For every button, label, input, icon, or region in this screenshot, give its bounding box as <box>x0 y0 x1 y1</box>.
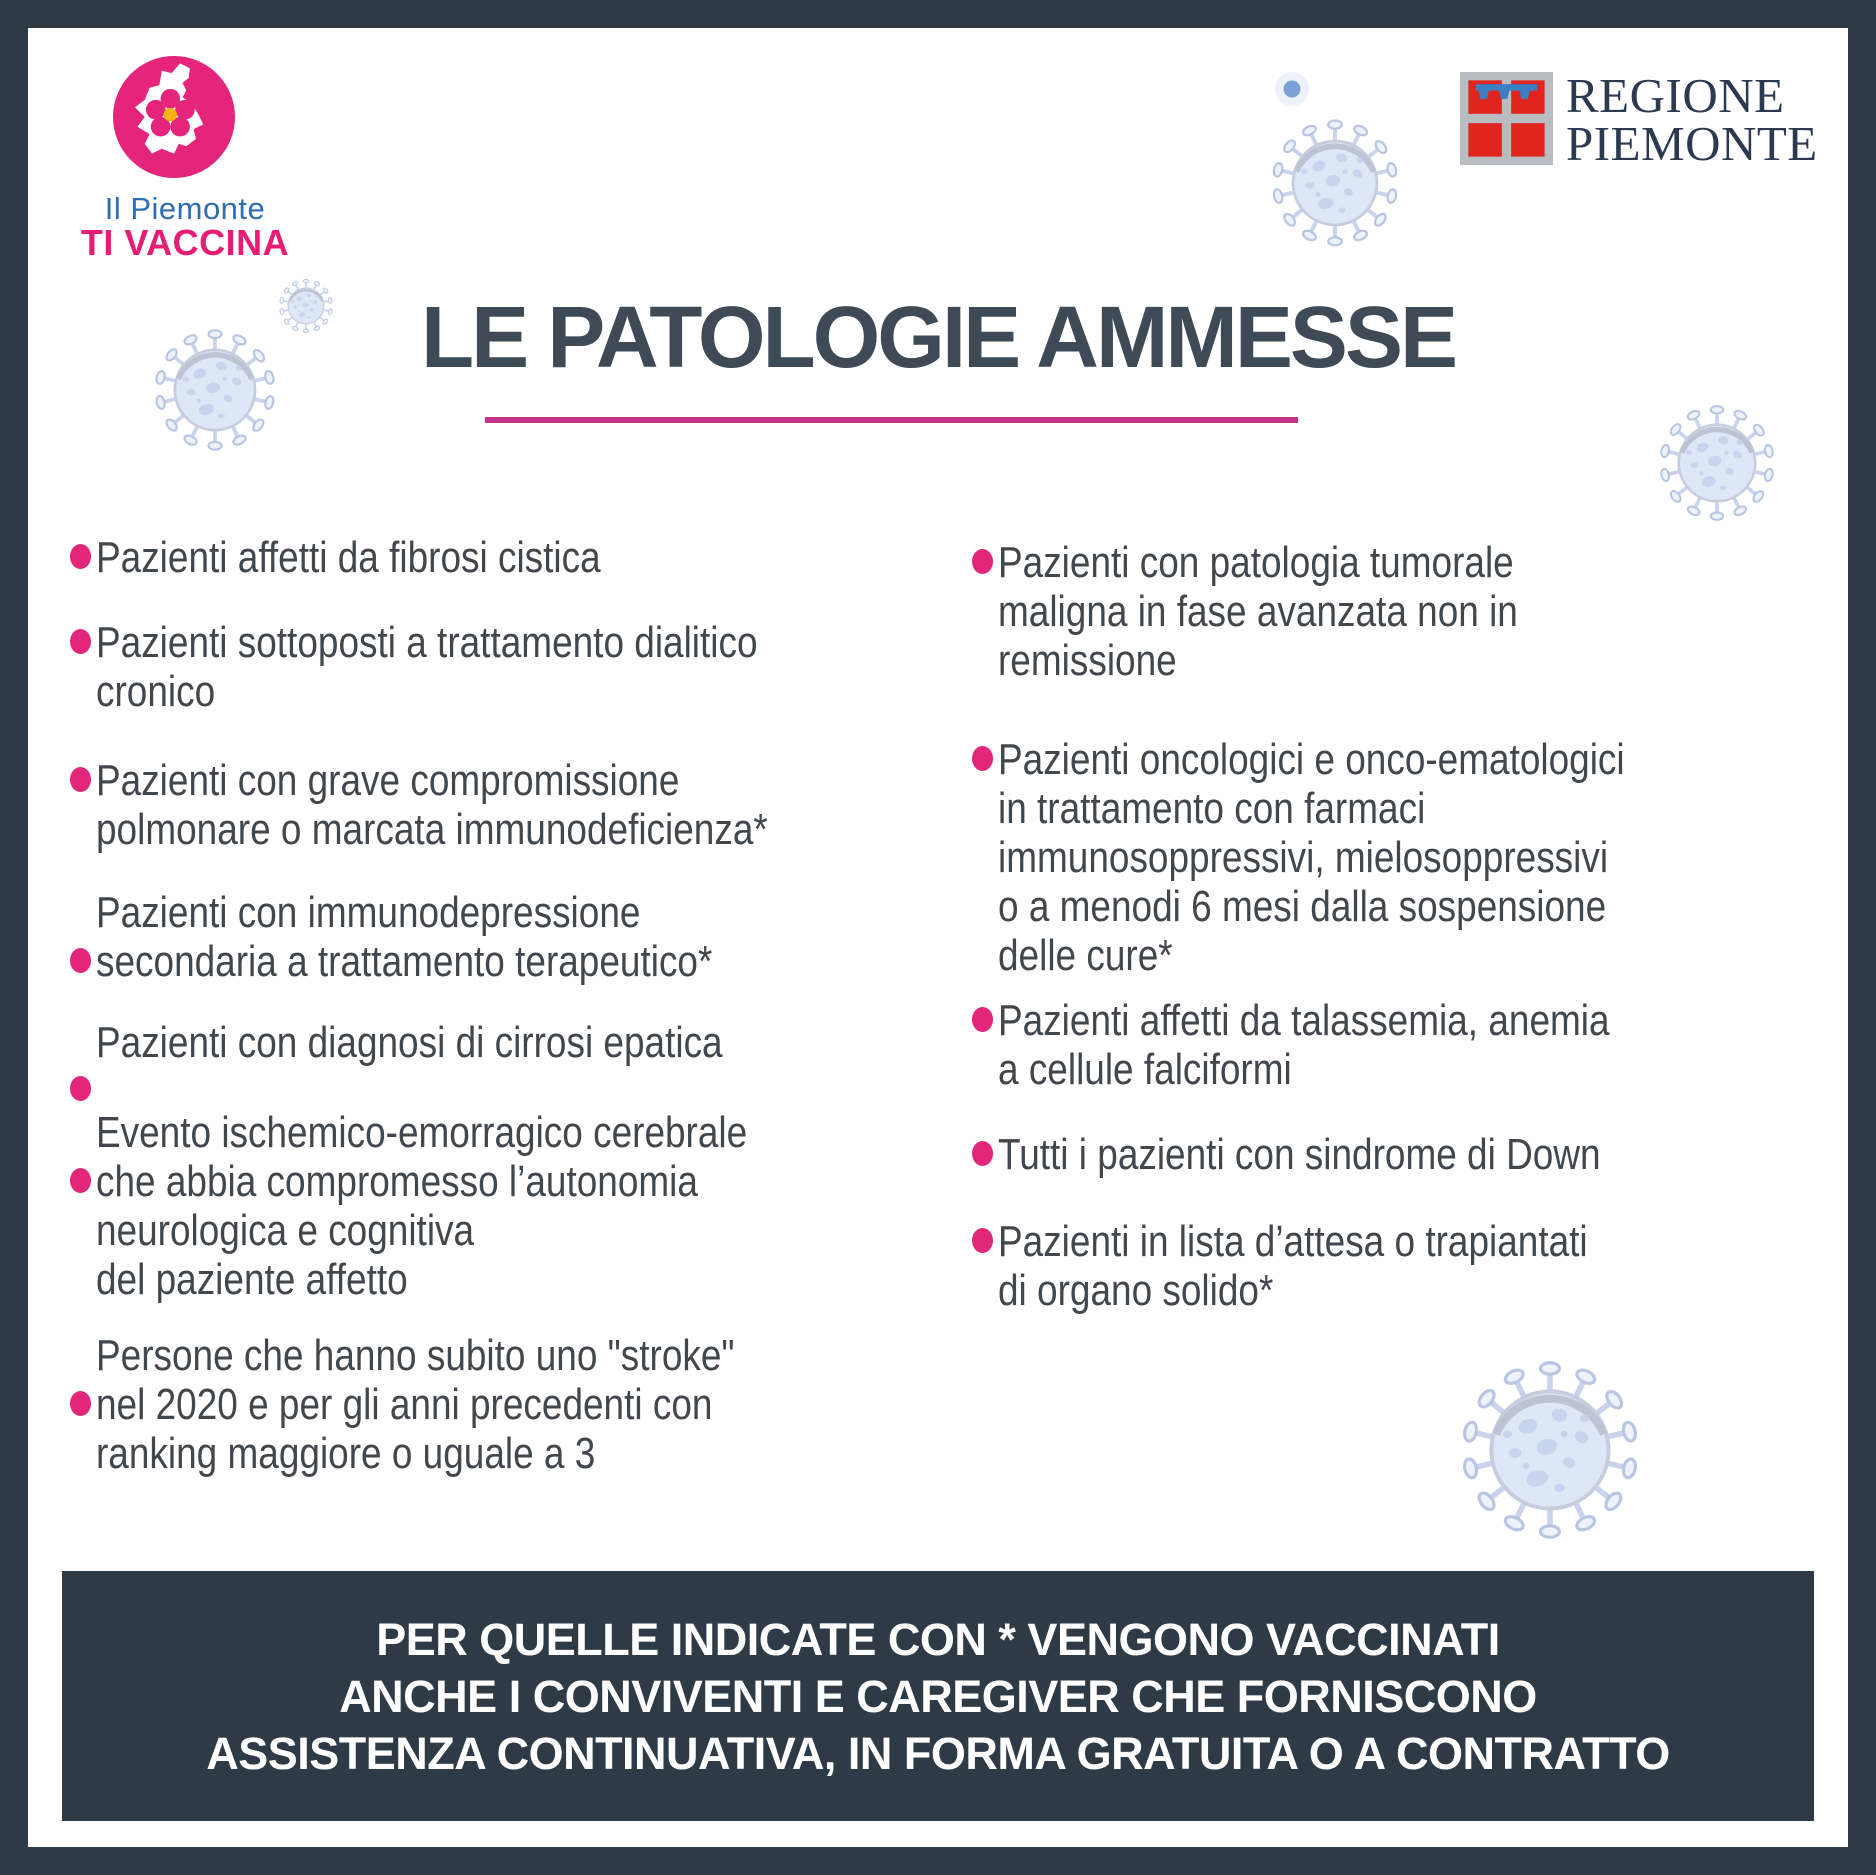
footer-line: ASSISTENZA CONTINUATIVA, IN FORMA GRATUITA O A CONTRATTO <box>206 1727 1670 1779</box>
list-item-line: di organo solido* <box>998 1266 1274 1315</box>
list-item-line: Pazienti affetti da fibrosi cistica <box>96 533 601 582</box>
list-item <box>972 1130 1744 1179</box>
list-item <box>972 1217 1744 1315</box>
list-item-line: o a menodi 6 mesi dalla sospensione <box>998 882 1607 931</box>
list-item <box>972 538 1744 685</box>
list-item-line: immunosoppressivi, mielosoppressivi <box>998 833 1609 882</box>
list-item <box>70 888 896 986</box>
page-title: LE PATOLOGIE AMMESSE <box>420 289 1456 386</box>
bullet-icon <box>70 1076 91 1101</box>
list-item-line: Persone che hanno subito uno "stroke" <box>96 1331 735 1380</box>
list-item-line: Pazienti con diagnosi di cirrosi epatica <box>96 1018 723 1067</box>
footer-banner <box>62 1571 1814 1821</box>
list-item-line: cronico <box>96 667 216 716</box>
list-item <box>972 996 1744 1094</box>
bullet-icon <box>70 544 91 569</box>
list-item-line: secondaria a trattamento terapeutico* <box>96 937 713 986</box>
list-item <box>70 533 896 582</box>
list-item <box>972 735 1744 980</box>
list-item-line: nel 2020 e per gli anni precedenti con <box>96 1380 713 1429</box>
list-item-line: Pazienti affetti da talassemia, anemia <box>998 996 1610 1045</box>
pathology-list-left <box>70 533 896 1478</box>
list-item-line: Pazienti in lista d’attesa o trapiantati <box>998 1217 1588 1266</box>
bullet-icon <box>70 948 91 973</box>
bullet-icon <box>70 1391 91 1416</box>
list-item-line: polmonare o marcata immunodeficienza* <box>96 805 768 854</box>
logo-title: Il Piemonte <box>104 191 266 226</box>
list-item-line: maligna in fase avanzata non in <box>998 587 1518 636</box>
regione-logo-text <box>1566 68 1818 171</box>
footer-line: PER QUELLE INDICATE CON * VENGONO VACCINATI <box>376 1613 1500 1665</box>
lambel-icon <box>1476 84 1537 99</box>
list-item <box>70 618 896 716</box>
list-item-line: del paziente affetto <box>96 1255 408 1304</box>
bullet-icon <box>70 629 91 654</box>
list-item-line: Tutti i pazienti con sindrome di Down <box>998 1130 1601 1179</box>
list-item-line: in trattamento con farmaci <box>998 784 1426 833</box>
list-item-line: delle cure* <box>998 931 1173 980</box>
regione-line: PIEMONTE <box>1566 116 1818 171</box>
list-item <box>70 1018 896 1067</box>
list-item-line: che abbia compromesso l’autonomia <box>96 1157 698 1206</box>
list-item <box>70 1108 896 1304</box>
list-item-line: a cellule falciformi <box>998 1045 1292 1094</box>
list-item-line: Pazienti con grave compromissione <box>96 756 680 805</box>
footer-line: ANCHE I CONVIVENTI E CAREGIVER CHE FORNISCONO <box>339 1670 1537 1722</box>
list-item-line: Pazienti con immunodepressione <box>96 888 641 937</box>
title-underline <box>485 417 1298 423</box>
regione-piemonte-shield-icon <box>1460 72 1553 165</box>
logo-subtitle: TI VACCINA <box>80 222 290 263</box>
list-item <box>70 756 896 854</box>
bullet-icon <box>972 1228 993 1253</box>
pathology-list-right <box>972 538 1744 1315</box>
list-item-line: Pazienti con patologia tumorale <box>998 538 1514 587</box>
bullet-icon <box>972 1007 993 1032</box>
bullet-icon <box>70 1168 91 1193</box>
list-item <box>70 1331 896 1478</box>
bullet-icon <box>972 746 993 771</box>
list-item-line: neurologica e cognitiva <box>96 1206 475 1255</box>
list-item-line: Pazienti oncologici e onco-ematologici <box>998 735 1625 784</box>
list-item-line: Evento ischemico-emorragico cerebrale <box>96 1108 748 1157</box>
regione-line: REGIONE <box>1566 68 1785 123</box>
list-item-line: Pazienti sottoposti a trattamento dialitico <box>96 618 758 667</box>
piemonte-vaccina-logo-icon <box>113 55 235 179</box>
bullet-icon <box>972 549 993 574</box>
bullet-icon <box>972 1141 993 1166</box>
bullet-icon <box>70 767 91 792</box>
list-item-line: remissione <box>998 636 1177 685</box>
list-item-line: ranking maggiore o uguale a 3 <box>96 1429 596 1478</box>
